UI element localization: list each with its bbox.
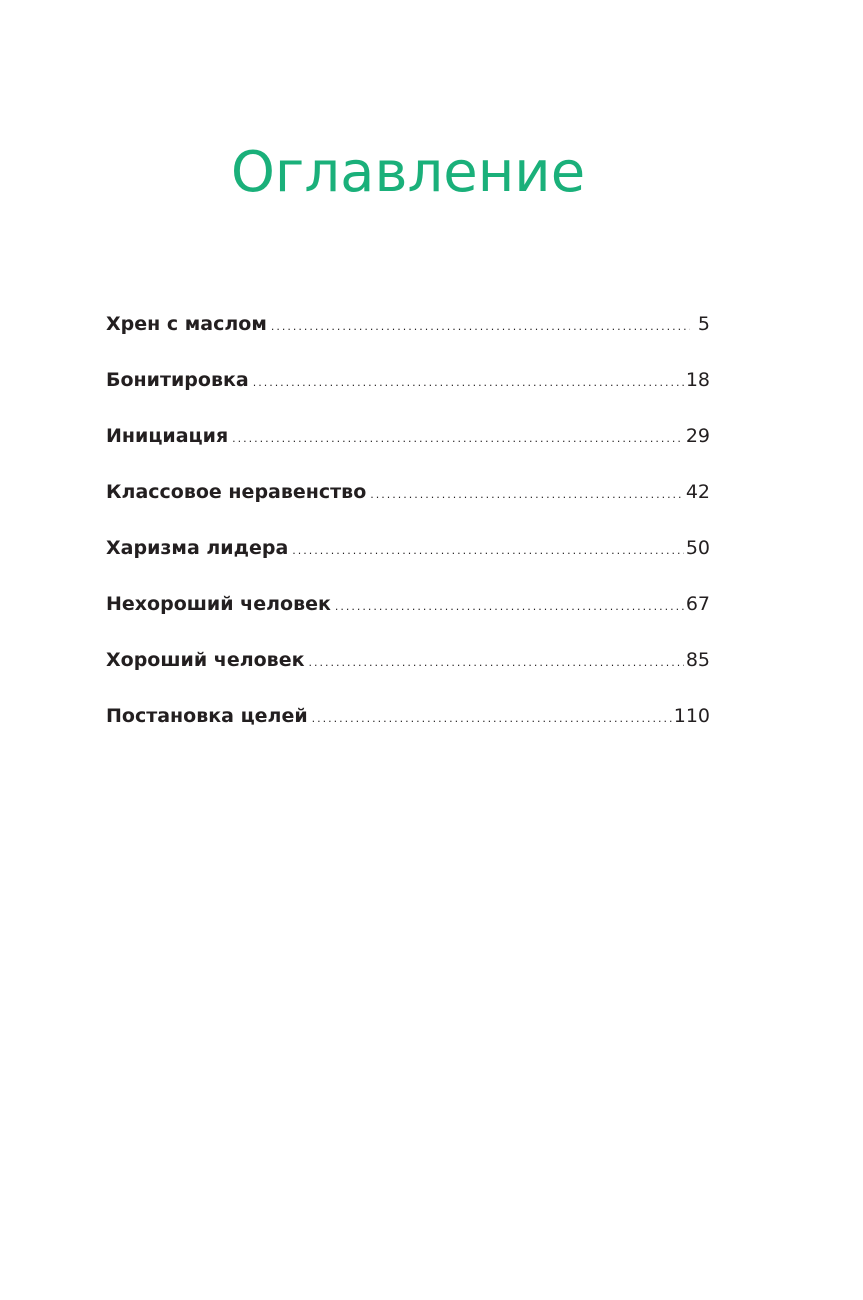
toc-entry-page-number: 50 (685, 537, 710, 559)
dot-leader (335, 592, 684, 622)
toc-entry-page-number: 42 (685, 481, 710, 503)
toc-entry-title: Инициация (106, 425, 229, 447)
toc-entry[interactable] (106, 645, 710, 701)
toc-entry-page-number: 67 (685, 593, 710, 615)
toc-entry[interactable] (106, 589, 710, 645)
toc-entry-page-number: 29 (685, 425, 710, 447)
toc-entry-title: Бонитировка (106, 369, 249, 391)
toc-entry[interactable] (106, 421, 710, 477)
toc-entry[interactable] (106, 533, 710, 589)
dot-leader (232, 424, 684, 454)
toc-entry[interactable] (106, 309, 710, 365)
dot-leader (253, 368, 684, 398)
toc-entry-title: Хрен с маслом (106, 313, 267, 335)
toc-entry-page-number: 5 (697, 313, 710, 335)
toc-entry-title: Нехороший человек (106, 593, 331, 615)
dot-leader (271, 312, 690, 342)
toc-entry-page-number: 85 (685, 649, 710, 671)
dot-leader (370, 480, 684, 510)
toc-entry-title: Постановка целей (106, 705, 308, 727)
toc-entry-page-number: 18 (685, 369, 710, 391)
toc-entry-page-number: 110 (673, 705, 710, 727)
dot-leader (292, 536, 684, 566)
toc-entry-title: Харизма лидера (106, 537, 289, 559)
toc-entry[interactable] (106, 701, 710, 757)
toc-entry-title: Хороший человек (106, 649, 305, 671)
dot-leader (312, 704, 672, 734)
toc-entry-title: Классовое неравенство (106, 481, 367, 503)
table-of-contents (106, 309, 710, 757)
dot-leader (308, 648, 683, 678)
toc-entry[interactable] (106, 365, 710, 421)
page-title: Оглавление (230, 140, 586, 205)
toc-entry[interactable] (106, 477, 710, 533)
